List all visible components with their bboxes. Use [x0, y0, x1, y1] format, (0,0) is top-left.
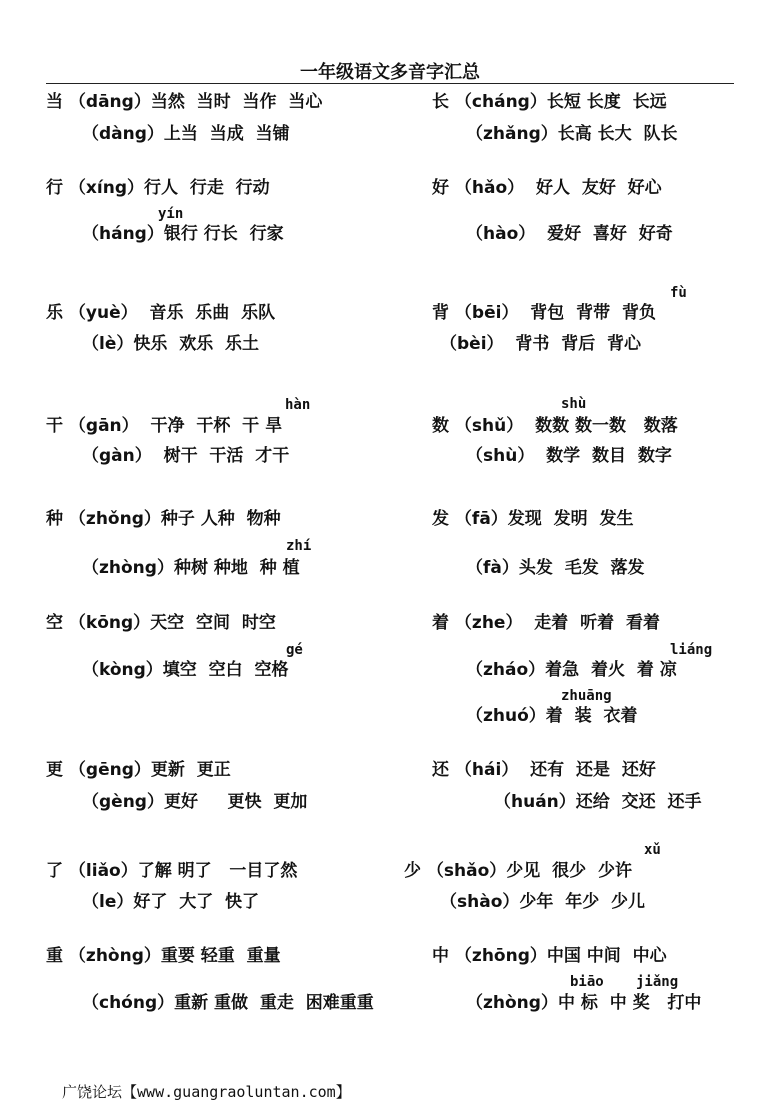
entry-shao-line2: （shào）少年 年少 少儿 [440, 892, 646, 912]
footer-label: 广饶论坛【 [62, 1083, 138, 1101]
entry-xing-line2: （háng）银行 行长 行家 [82, 224, 284, 244]
entry-dang-line2: （dàng）上当 当成 当铺 [82, 124, 290, 144]
entry-dang-line1: 当 （dāng）当然 当时 当作 当心 [46, 92, 323, 112]
entry-bei-line1: 背 （bēi） 背包 背带 背负 [432, 303, 656, 323]
entry-geng-line2: （gèng）更好 更快 更加 [82, 792, 308, 812]
footer-url[interactable]: www.guangraoluntan.com [137, 1083, 336, 1101]
entry-zhong-line2: （zhòng）种树 种地 种 植 [82, 558, 300, 578]
pinyin-annotation: fù [670, 285, 687, 301]
footer-end: 】 [335, 1083, 351, 1101]
entry-fa-line1: 发 （fā）发现 发明 发生 [432, 509, 634, 529]
entry-xing-line1: 行 （xíng）行人 行走 行动 [46, 178, 270, 198]
entry-huan-line2: （huán）还给 交还 还手 [494, 792, 702, 812]
entry-liao-line2: （le）好了 大了 快了 [82, 892, 260, 912]
entry-chang-line1: 长 （cháng）长短 长度 长远 [432, 92, 667, 112]
pinyin-annotation: shù [561, 396, 587, 412]
entry-gan-line2: （gàn） 树干 干活 才干 [82, 446, 290, 466]
pinyin-annotation: biāo [570, 974, 604, 990]
entry-zhong2-line2: （chóng）重新 重做 重走 困难重重 [82, 993, 374, 1013]
pinyin-annotation: liáng [670, 642, 713, 658]
entry-hao-line2: （hào） 爱好 喜好 好奇 [466, 224, 673, 244]
entry-kong-line1: 空 （kōng）天空 空间 时空 [46, 613, 276, 633]
pinyin-annotation: zhuāng [561, 688, 612, 704]
pinyin-annotation: xǔ [644, 842, 661, 858]
pinyin-annotation: hàn [285, 397, 311, 413]
entry-zhong3-line1: 中 （zhōng）中国 中间 中心 [432, 946, 667, 966]
entry-liao-line1: 了 （liǎo）了解 明了 一目了然 [46, 861, 298, 881]
entry-huan-line1: 还 （hái） 还有 还是 还好 [432, 760, 656, 780]
title-underline [46, 83, 734, 84]
entry-zhe-line2: （zháo）着急 着火 着 凉 [466, 660, 677, 680]
entry-gan-line1: 干 （gān） 干净 干杯 干 旱 [46, 416, 283, 436]
footer [62, 1081, 351, 1102]
entry-shu-line2: （shù） 数学 数目 数字 [466, 446, 672, 466]
pinyin-annotation: jiǎng [636, 974, 679, 990]
pinyin-annotation: yín [158, 206, 184, 222]
entry-yue-line2: （lè）快乐 欢乐 乐土 [82, 334, 260, 354]
entry-geng-line1: 更 （gēng）更新 更正 [46, 760, 231, 780]
entry-bei-line2: （bèi） 背书 背后 背心 [440, 334, 642, 354]
entry-kong-line2: （kòng）填空 空白 空格 [82, 660, 289, 680]
entry-zhong-line1: 种 （zhǒng）种子 人种 物种 [46, 509, 281, 529]
entry-zhe-line3: （zhuó）着 装 衣着 [466, 706, 638, 726]
entry-zhong2-line1: 重 （zhòng）重要 轻重 重量 [46, 946, 281, 966]
entry-hao-line1: 好 （hǎo） 好人 友好 好心 [432, 178, 662, 198]
pinyin-annotation: gé [286, 642, 303, 658]
pinyin-annotation: zhí [286, 538, 312, 554]
entry-zhe-line1: 着 （zhe） 走着 听着 看着 [432, 613, 660, 633]
entry-fa-line2: （fà）头发 毛发 落发 [466, 558, 645, 578]
entry-zhong3-line2: （zhòng）中 标 中 奖 打中 [466, 993, 702, 1013]
page-title: 一年级语文多音字汇总 [300, 62, 480, 83]
entry-shao-line1: 少 （shǎo）少见 很少 少许 [404, 861, 632, 881]
entry-yue-line1: 乐 （yuè） 音乐 乐曲 乐队 [46, 303, 276, 323]
entry-shu-line1: 数 （shǔ） 数数 数一数 数落 [432, 416, 678, 436]
entry-chang-line2: （zhǎng）长高 长大 队长 [466, 124, 678, 144]
